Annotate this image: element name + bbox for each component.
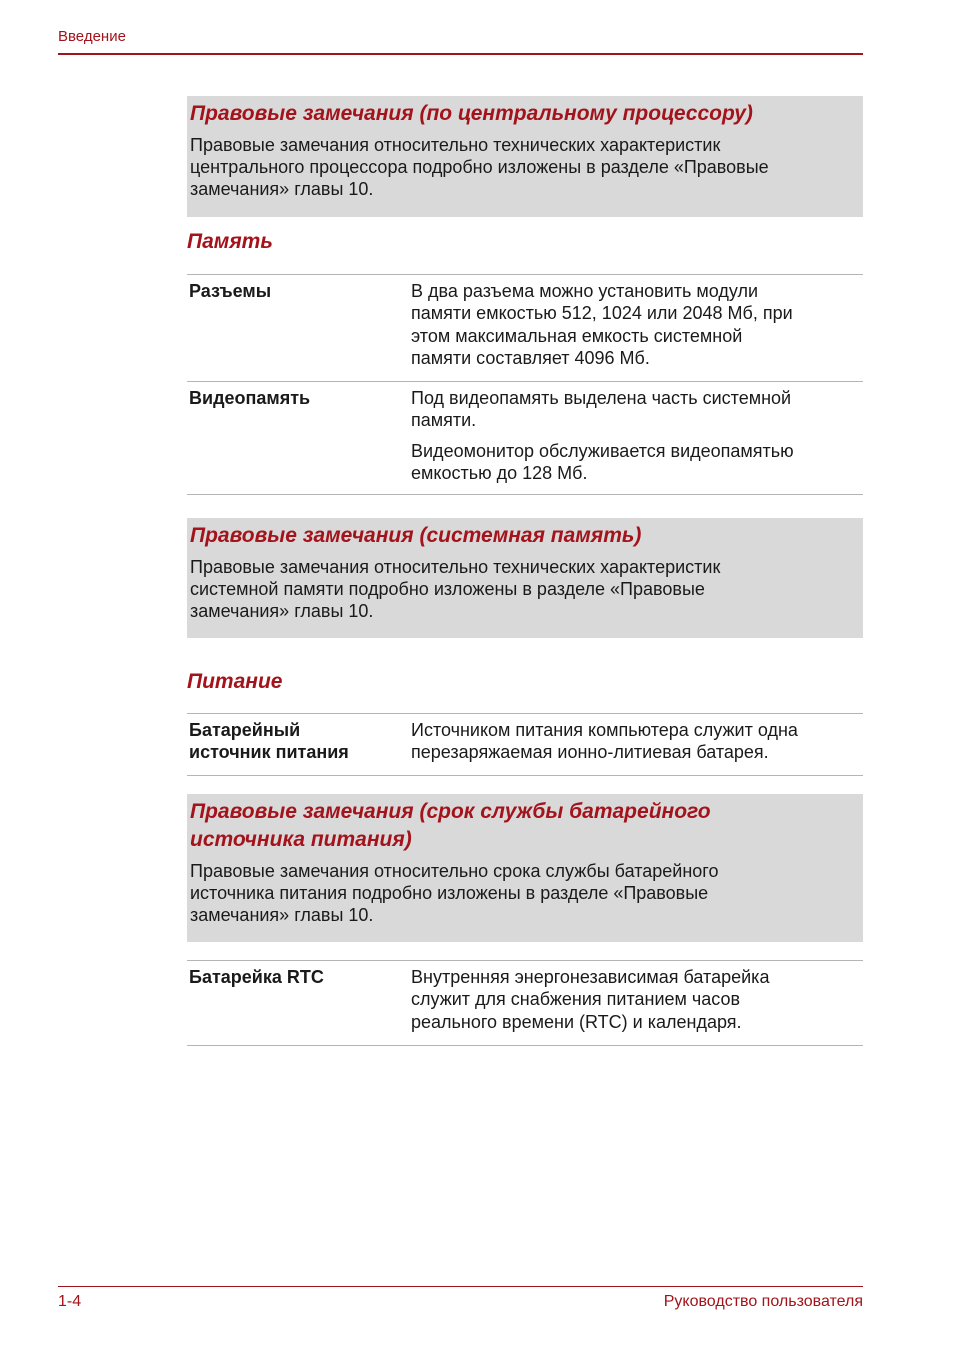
footer-doc-title: Руководство пользователя <box>663 1293 863 1310</box>
spec-value-battery: Источником питания компьютера служит одна перезаряжаемая ионно-литиевая батарея. <box>411 720 798 763</box>
notice-battery-life <box>187 794 863 942</box>
notice-battery-life-title: Правовые замечания (срок службы батарейного источника питания) <box>190 800 711 851</box>
spec-value-video-memory: Под видеопамять выделена часть системной памяти. Видеомонитор обслуживается видеопамятью емкостью до 128 Мб. <box>411 388 794 483</box>
header-rule <box>58 53 863 55</box>
power-spec-table <box>187 713 863 776</box>
spec-label-slots: Разъемы <box>189 281 272 301</box>
spec-row-slots <box>187 274 863 381</box>
notice-cpu <box>187 96 863 217</box>
footer-rule <box>58 1286 863 1287</box>
spec-value-rtc: Внутренняя энергонезависимая батарейка служит для снабжения питанием часов реального времени (RTC) и календаря. <box>411 967 770 1032</box>
spec-row-video-memory <box>187 381 863 495</box>
spec-row-battery <box>187 713 863 776</box>
running-header: Введение <box>58 28 126 45</box>
notice-cpu-title: Правовые замечания (по центральному процессору) <box>190 102 753 125</box>
spec-label-rtc: Батарейка RTC <box>189 967 324 987</box>
notice-system-memory-text: Правовые замечания относительно технических характеристик системной памяти подробно изложены в разделе «Правовые замечания» главы 10. <box>190 557 721 621</box>
notice-cpu-text: Правовые замечания относительно технических характеристик центрального процессора подробно изложены в разделе «Правовые замечания» главы 10. <box>190 135 769 199</box>
spec-row-rtc <box>187 960 863 1046</box>
rtc-spec-table <box>187 960 863 1046</box>
notice-system-memory-title: Правовые замечания (системная память) <box>190 524 642 547</box>
spec-value-slots: В два разъема можно установить модули памяти емкостью 512, 1024 или 2048 Мб, при этом максимальная емкость системной памяти составляет 4096 Мб. <box>411 281 793 368</box>
notice-battery-life-text: Правовые замечания относительно срока службы батарейного источника питания подробно изложены в разделе «Правовые замечания» главы 10. <box>190 861 719 925</box>
section-title-memory: Память <box>187 230 273 253</box>
spec-label-battery: Батарейный источник питания <box>189 720 349 762</box>
section-title-power: Питание <box>187 670 283 693</box>
memory-spec-table <box>187 274 863 495</box>
spec-label-video-memory: Видеопамять <box>189 388 311 408</box>
page-number: 1-4 <box>58 1293 82 1310</box>
notice-system-memory <box>187 518 863 638</box>
